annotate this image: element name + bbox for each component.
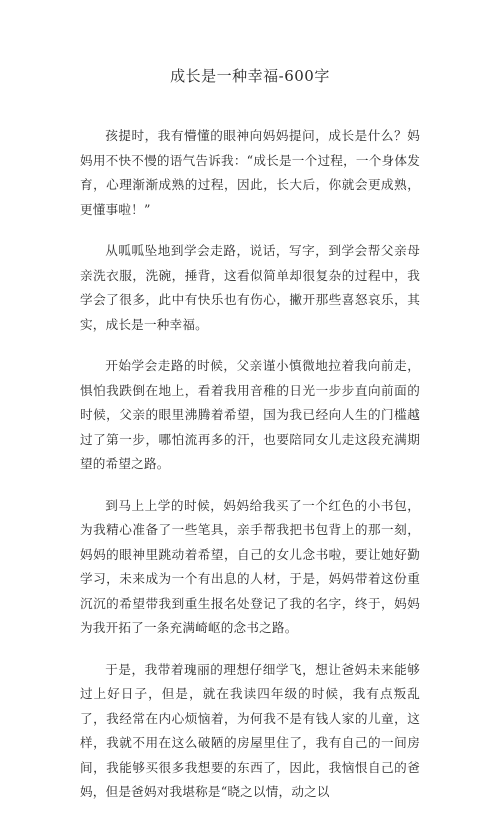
document-title: 成长是一种幸福-600字 [170, 67, 330, 85]
paragraph: 于是，我带着瑰丽的理想仔细学飞，想让爸妈未来能够过上好日子，但是，就在我读四年级的时候，我有点叛乱了，我经常在内心烦恼着，为何我不是有钱人家的儿童，这样，我就不用在这么破陋的房屋里住了，我有自己的一间房间，我能够买很多我想要的东西了，因此，我恼恨自己的爸妈，但是爸妈对我堪称是“晓之以情，动之以 [80, 661, 420, 799]
document-body [80, 124, 420, 822]
paragraph: 孩提时，我有懵懂的眼神向妈妈提问，成长是什么？妈妈用不快不慢的语气告诉我：“成长是一个过程，一个身体发育，心理渐渐成熟的过程，因此，长大后，你就会更成熟，更懂事啦！” [80, 128, 420, 217]
paragraph: 到马上上学的时候，妈妈给我买了一个红色的小书包，为我精心准备了一些笔具，亲手帮我把书包背上的那一刻，妈妈的眼神里跳动着希望，自己的女儿念书啦，要让她好勤学习，未来成为一个有出息的人材，于是，妈妈带着这份重沉沉的希望带我到重生报名处登记了我的名字，终于，妈妈为我开拓了一条充满崎岖的念书之路。 [80, 497, 420, 635]
paragraph: 从呱呱坠地到学会走路，说话，写字，到学会帮父亲母亲洗衣服，洗碗，捶背，这看似简单却很复杂的过程中，我学会了很多，此中有快乐也有伤心，撇开那些喜怒哀乐，其实，成长是一种幸福。 [80, 243, 420, 332]
paragraph: 开始学会走路的时候，父亲谨小慎微地拉着我向前走，惧怕我跌倒在地上，看着我用音稚的日光一步步直向前面的时候，父亲的眼里沸腾着希望，国为我已经向人生的门槛越过了第一步，哪怕流再多的汗，也要陪同女儿走这段充满期望的希望之路。 [80, 358, 420, 471]
